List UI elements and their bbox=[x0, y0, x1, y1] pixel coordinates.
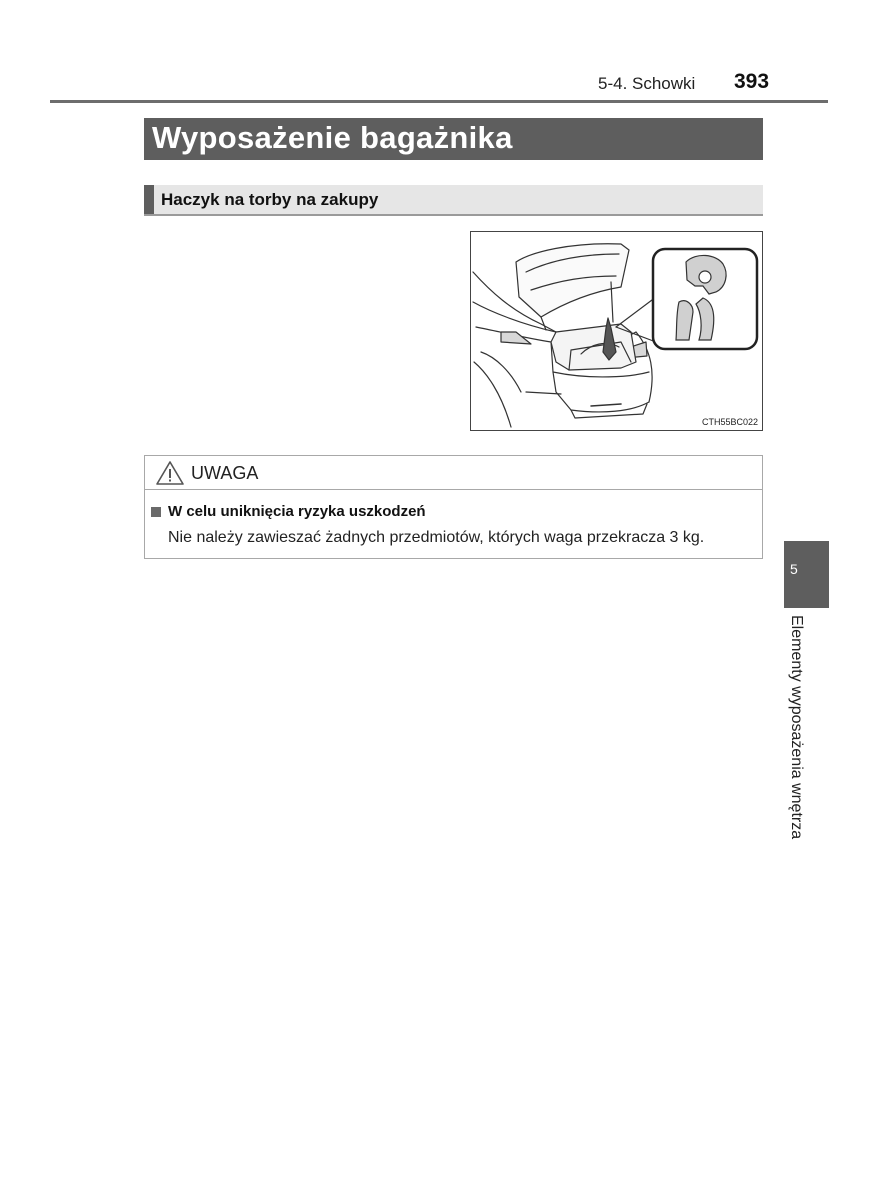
header-divider bbox=[50, 100, 828, 103]
trunk-illustration bbox=[470, 231, 763, 431]
warning-subheading: W celu uniknięcia ryzyka uszkodzeń bbox=[168, 503, 426, 520]
page-number: 393 bbox=[734, 70, 770, 93]
subsection-marker bbox=[144, 185, 154, 214]
page-title: Wyposażenie bagażnika bbox=[144, 118, 763, 160]
bullet-square bbox=[151, 507, 161, 517]
warning-header bbox=[145, 456, 762, 490]
chapter-tab bbox=[784, 541, 829, 608]
page-header-section: 5-4. Schowki bbox=[598, 74, 696, 93]
subsection-title: Haczyk na torby na zakupy bbox=[161, 190, 379, 209]
car-trunk-drawing bbox=[471, 232, 763, 431]
warning-box bbox=[144, 455, 763, 559]
warning-title: UWAGA bbox=[191, 463, 259, 483]
subsection-heading bbox=[144, 185, 763, 216]
chapter-number: 5 bbox=[790, 561, 798, 577]
figure-code: CTH55BC022 bbox=[701, 417, 758, 427]
warning-text: Nie należy zawieszać żadnych przedmiotów, których waga przekracza 3 kg. bbox=[168, 529, 705, 546]
chapter-label: Elementy wyposażenia wnętrza bbox=[788, 615, 805, 840]
warning-triangle-icon bbox=[155, 460, 185, 486]
